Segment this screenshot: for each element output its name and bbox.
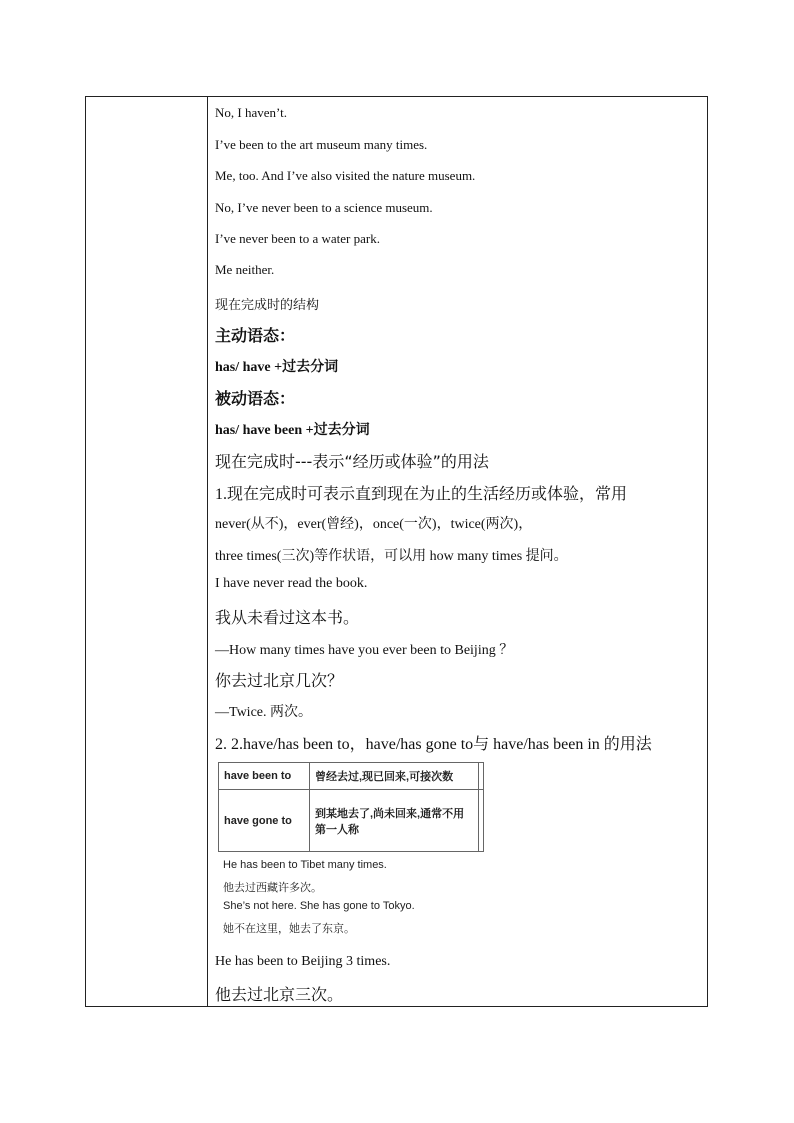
active-voice-label: 主动语态：: [215, 326, 296, 345]
table-cell-term: have been to: [219, 763, 310, 790]
dialogue-line: I’ve never been to a water park.: [215, 231, 380, 246]
usage-heading: 现在完成时---表示“经历或体验”的用法: [215, 452, 489, 471]
usage-table: [218, 762, 484, 852]
figure-example: She’s not here. She has gone to Tokyo.: [223, 900, 415, 912]
usage-figure: [215, 762, 487, 942]
example-sentence: He has been to Beijing 3 times.: [215, 954, 391, 969]
active-voice-formula: has/ have +过去分词: [215, 360, 339, 375]
passive-voice-formula: has/ have been +过去分词: [215, 423, 370, 438]
dialogue-line: No, I haven’t.: [215, 105, 287, 120]
explanation-line: 1.现在完成时可表示直到现在为止的生活经历或体验，常用: [215, 486, 628, 503]
table-cell-empty: [479, 763, 484, 790]
example-translation: 你去过北京几次？: [215, 671, 344, 690]
explanation-line: three times(三次)等作状语，可以用 how many times 提问。: [215, 549, 568, 564]
explanation-line: never(从不)，ever(曾经)，once(一次)，twice(两次)，: [215, 517, 533, 532]
lesson-table: [85, 96, 708, 1007]
dialogue-line: No, I’ve never been to a science museum.: [215, 200, 433, 215]
section-heading: 现在完成时的结构: [215, 298, 320, 313]
passive-voice-label: 被动语态：: [215, 389, 296, 408]
dialogue-line: I’ve been to the art museum many times.: [215, 137, 428, 152]
figure-example: He has been to Tibet many times.: [223, 859, 387, 871]
column-divider: [207, 97, 208, 1006]
table-cell-term: have gone to: [219, 790, 310, 852]
dialogue-line: Me, too. And I’ve also visited the nature museum.: [215, 168, 476, 183]
table-cell-meaning: 到某地去了,尚未回来,通常不用第一人称: [310, 790, 479, 852]
table-row: [219, 763, 484, 790]
table-cell-empty: [479, 790, 484, 852]
table-cell-meaning: 曾经去过,现已回来,可接次数: [310, 763, 479, 790]
usage-subheading: 2. 2.have/has been to，have/has gone to与 have/has been in 的用法: [215, 736, 652, 753]
example-answer: —Twice. 两次。: [215, 705, 313, 720]
figure-example-translation: 她不在这里，她去了东京。: [223, 923, 355, 935]
example-question: —How many times have you ever been to Beijing ？: [215, 643, 514, 658]
table-row: [219, 790, 484, 852]
dialogue-line: Me neither.: [215, 262, 275, 277]
example-translation: 他去过北京三次。: [215, 985, 344, 1004]
example-translation: 我从未看过这本书。: [215, 608, 360, 627]
example-sentence: I have never read the book.: [215, 576, 368, 591]
figure-example-translation: 他去过西藏许多次。: [223, 882, 322, 894]
